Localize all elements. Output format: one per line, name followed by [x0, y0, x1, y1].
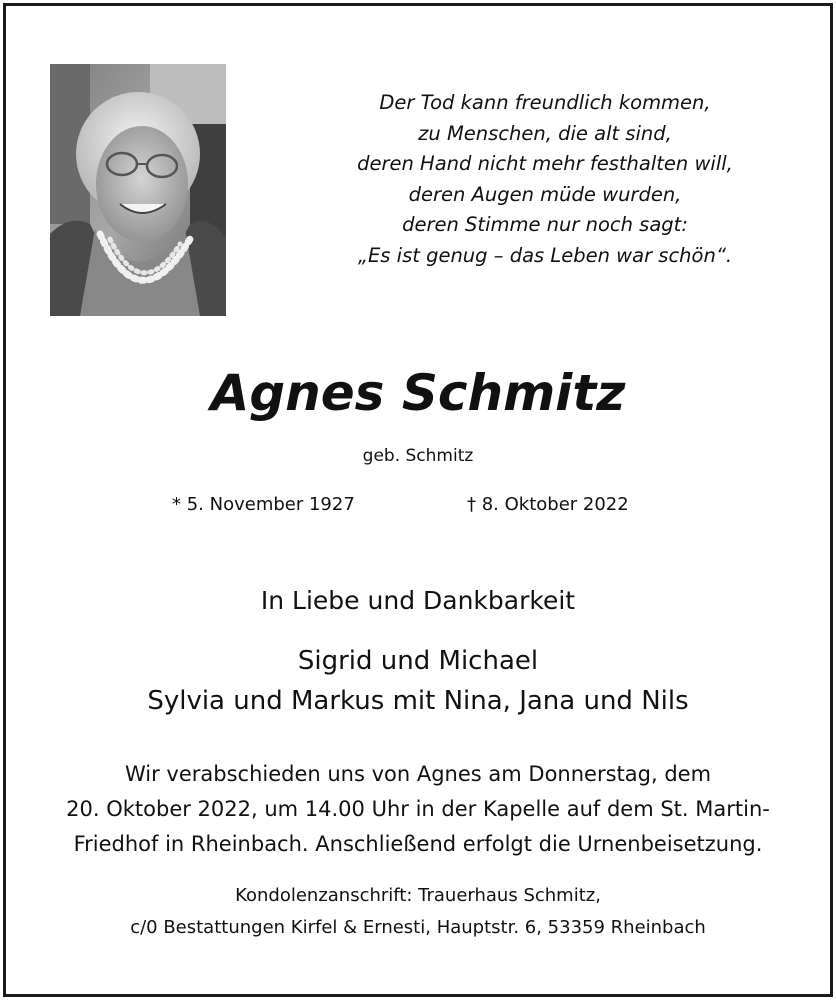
birth-name: geb. Schmitz — [362, 446, 474, 466]
funeral-details — [18, 757, 818, 862]
birth-date: * 5. November 1927 — [172, 494, 355, 515]
poem-line: Der Tod kann freundlich kommen, — [379, 91, 711, 114]
poem-line: deren Augen müde wurden, — [408, 182, 682, 206]
poem-line: deren Hand nicht mehr festhalten will, — [357, 152, 733, 176]
condolence-address — [0, 880, 836, 944]
funeral-line: Friedhof in Rheinbach. Anschließend erfolgt die Urnenbeisetzung. — [73, 832, 763, 856]
portrait-photo — [50, 64, 226, 316]
poem-line: „Es ist genug – das Leben war schön“. — [357, 243, 733, 267]
funeral-line: Wir verabschieden uns von Agnes am Donnerstag, dem — [124, 762, 712, 786]
funeral-line: 20. Oktober 2022, um 14.00 Uhr in der Kapelle auf dem St. Martin- — [66, 797, 770, 821]
mourners-line-1: Sigrid und Michael — [297, 646, 539, 676]
mourners-line-2: Sylvia und Markus mit Nina, Jana und Nils — [147, 686, 689, 716]
condolence-line-1: Kondolenzanschrift: Trauerhaus Schmitz, — [235, 885, 601, 906]
poem-line: deren Stimme nur noch sagt: — [402, 213, 688, 237]
condolence-line-2: c/0 Bestattungen Kirfel & Ernesti, Hauptstr. 6, 53359 Rheinbach — [130, 917, 706, 938]
portrait-image — [50, 64, 226, 316]
poem — [300, 88, 790, 272]
deceased-name: Agnes Schmitz — [210, 364, 626, 422]
mourners-intro: In Liebe und Dankbarkeit — [260, 586, 576, 615]
death-date: † 8. Oktober 2022 — [467, 494, 629, 515]
poem-line: zu Menschen, die alt sind, — [418, 121, 672, 145]
